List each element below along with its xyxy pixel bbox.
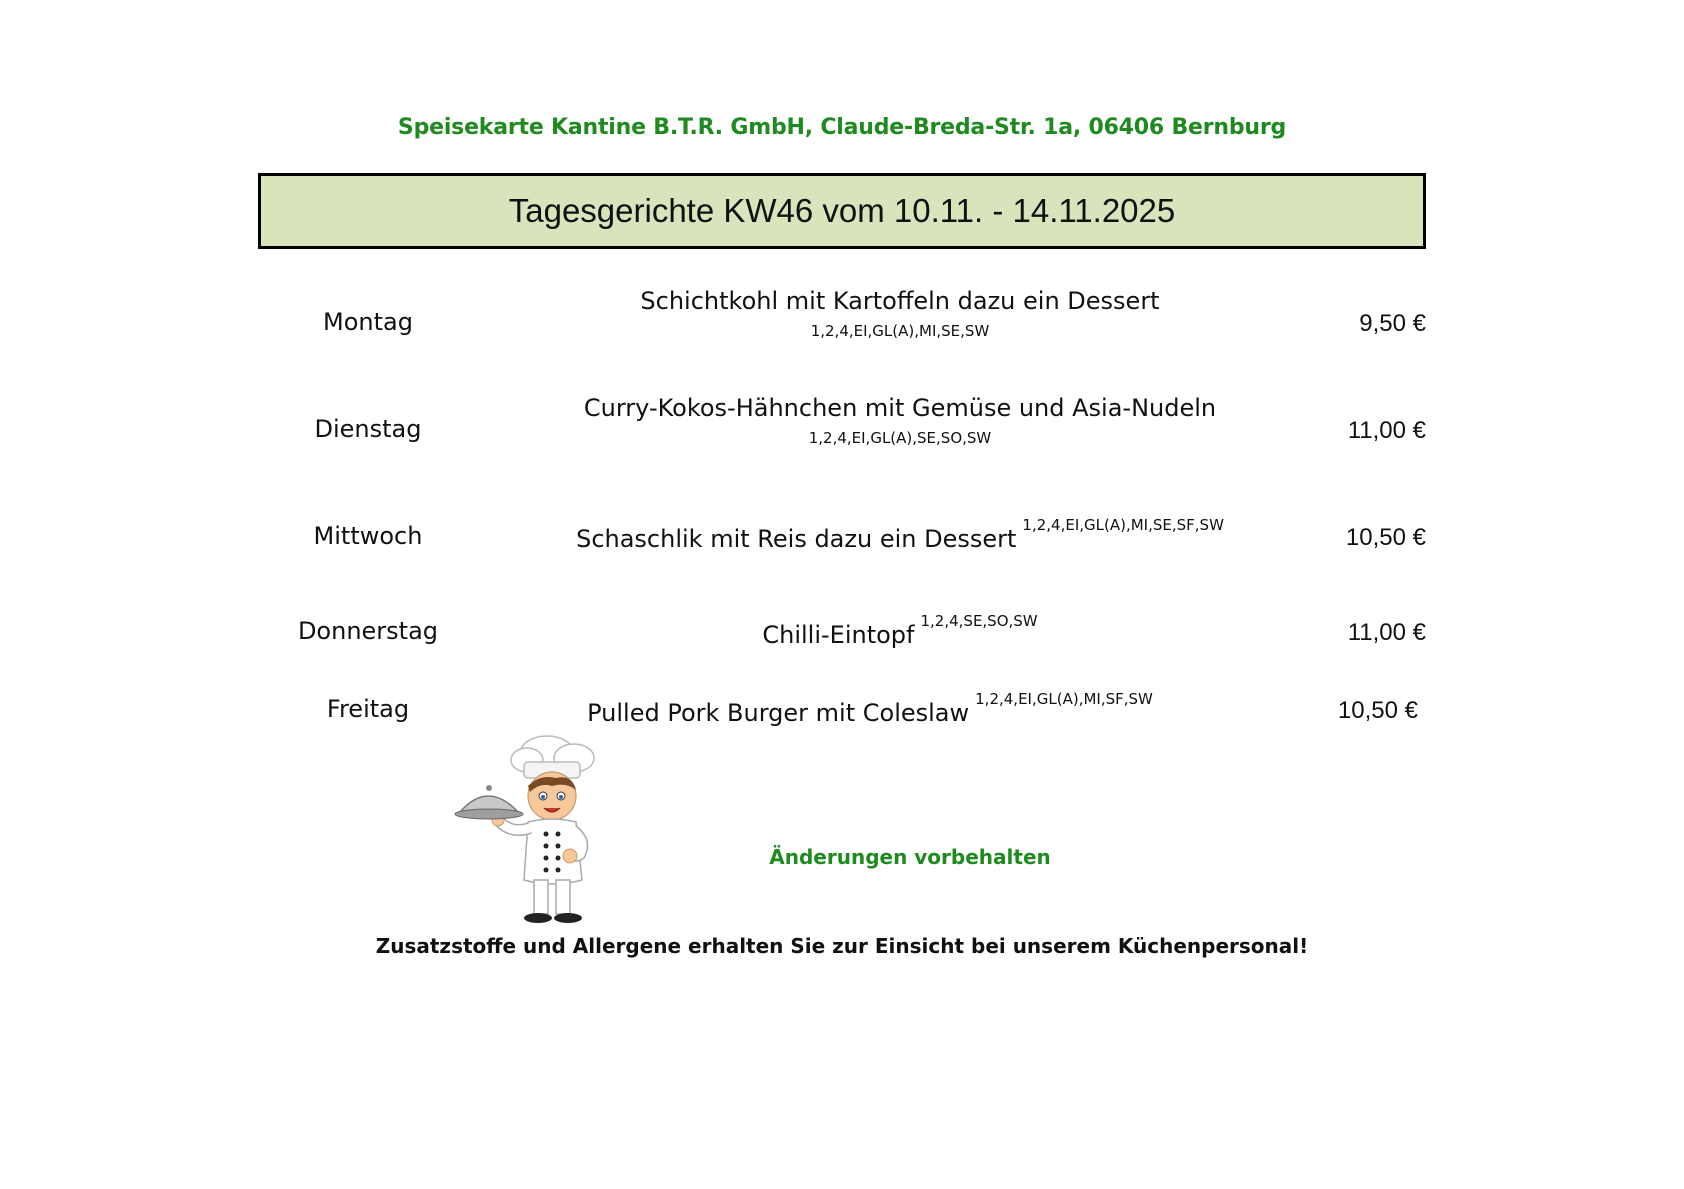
changes-reserved-note: Änderungen vorbehalten — [769, 845, 1051, 869]
allergen-info-note: Zusatzstoffe und Allergene erhalten Sie zur Einsicht bei unserem Küchenpersonal! — [375, 934, 1309, 958]
day-label-wednesday: Mittwoch — [313, 522, 423, 550]
dish-friday: Pulled Pork Burger mit Coleslaw — [587, 699, 970, 727]
day-label-thursday: Donnerstag — [297, 617, 439, 645]
menu-title: Tagesgerichte KW46 vom 10.11. - 14.11.2025 — [508, 192, 1176, 229]
day-label-tuesday: Dienstag — [314, 415, 422, 443]
dish-wednesday: Schaschlik mit Reis dazu ein Dessert — [576, 525, 1017, 553]
menu-title-box — [258, 173, 1426, 249]
chef-illustration-icon — [452, 730, 632, 930]
price-monday: 9,50 € — [1359, 310, 1426, 337]
dish-tuesday: Curry-Kokos-Hähnchen mit Gemüse und Asia-Nudeln — [583, 394, 1217, 422]
price-friday: 10,50 € — [1337, 697, 1418, 724]
dish-thursday: Chilli-Eintopf — [762, 621, 915, 649]
day-label-monday: Montag — [323, 308, 413, 336]
dish-row-thursday — [500, 612, 1300, 649]
allergens-friday: 1,2,4,EI,GL(A),MI,SF,SW — [975, 690, 1153, 708]
price-wednesday: 10,50 € — [1345, 524, 1426, 551]
dish-monday: Schichtkohl mit Kartoffeln dazu ein Dessert — [640, 287, 1160, 315]
allergens-thursday: 1,2,4,SE,SO,SW — [920, 612, 1038, 630]
dish-row-wednesday — [500, 516, 1300, 553]
allergens-tuesday: 1,2,4,EI,GL(A),SE,SO,SW — [808, 429, 992, 447]
canteen-header: Speisekarte Kantine B.T.R. GmbH, Claude-Breda-Str. 1a, 06406 Bernburg — [397, 115, 1287, 140]
price-thursday: 11,00 € — [1347, 619, 1426, 646]
allergens-wednesday: 1,2,4,EI,GL(A),MI,SE,SF,SW — [1022, 516, 1224, 534]
day-label-friday: Freitag — [326, 695, 410, 723]
price-tuesday: 11,00 € — [1347, 417, 1426, 444]
dish-row-friday — [470, 690, 1270, 727]
allergens-monday: 1,2,4,EI,GL(A),MI,SE,SW — [810, 322, 990, 340]
